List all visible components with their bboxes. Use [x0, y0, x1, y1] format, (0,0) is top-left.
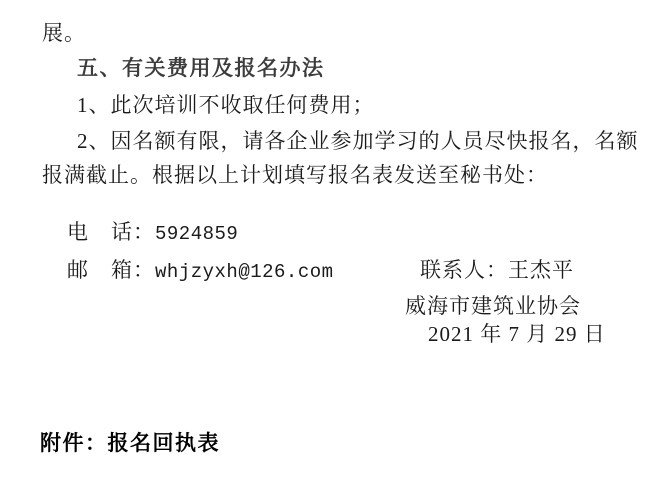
signature-date: 2021 年 7 月 29 日: [428, 322, 606, 346]
email-line: [42, 236, 334, 307]
contact-label: 联系人：: [420, 258, 508, 282]
paragraph-continuation: 展。: [42, 21, 86, 45]
phone-label: 电 话：: [67, 220, 155, 244]
attachment-note: 附件：报名回执表: [40, 431, 220, 455]
list-item-1: 1、此次培训不收取任何费用；: [77, 93, 375, 117]
contact-name: 王杰平: [508, 258, 574, 282]
email-address: whjzyxh@126.com: [155, 261, 334, 283]
section-heading: 五、有关费用及报名办法: [77, 57, 325, 80]
list-item-2-line-2: 报满截止。根据以上计划填写报名表发送至秘书处：: [42, 163, 548, 187]
signature-organization: 威海市建筑业协会: [405, 294, 581, 318]
list-item-2-line-1: 2、因名额有限，请各企业参加学习的人员尽快报名，名额: [77, 129, 639, 153]
email-label: 邮 箱：: [67, 258, 155, 282]
phone-number: 5924859: [155, 223, 239, 245]
